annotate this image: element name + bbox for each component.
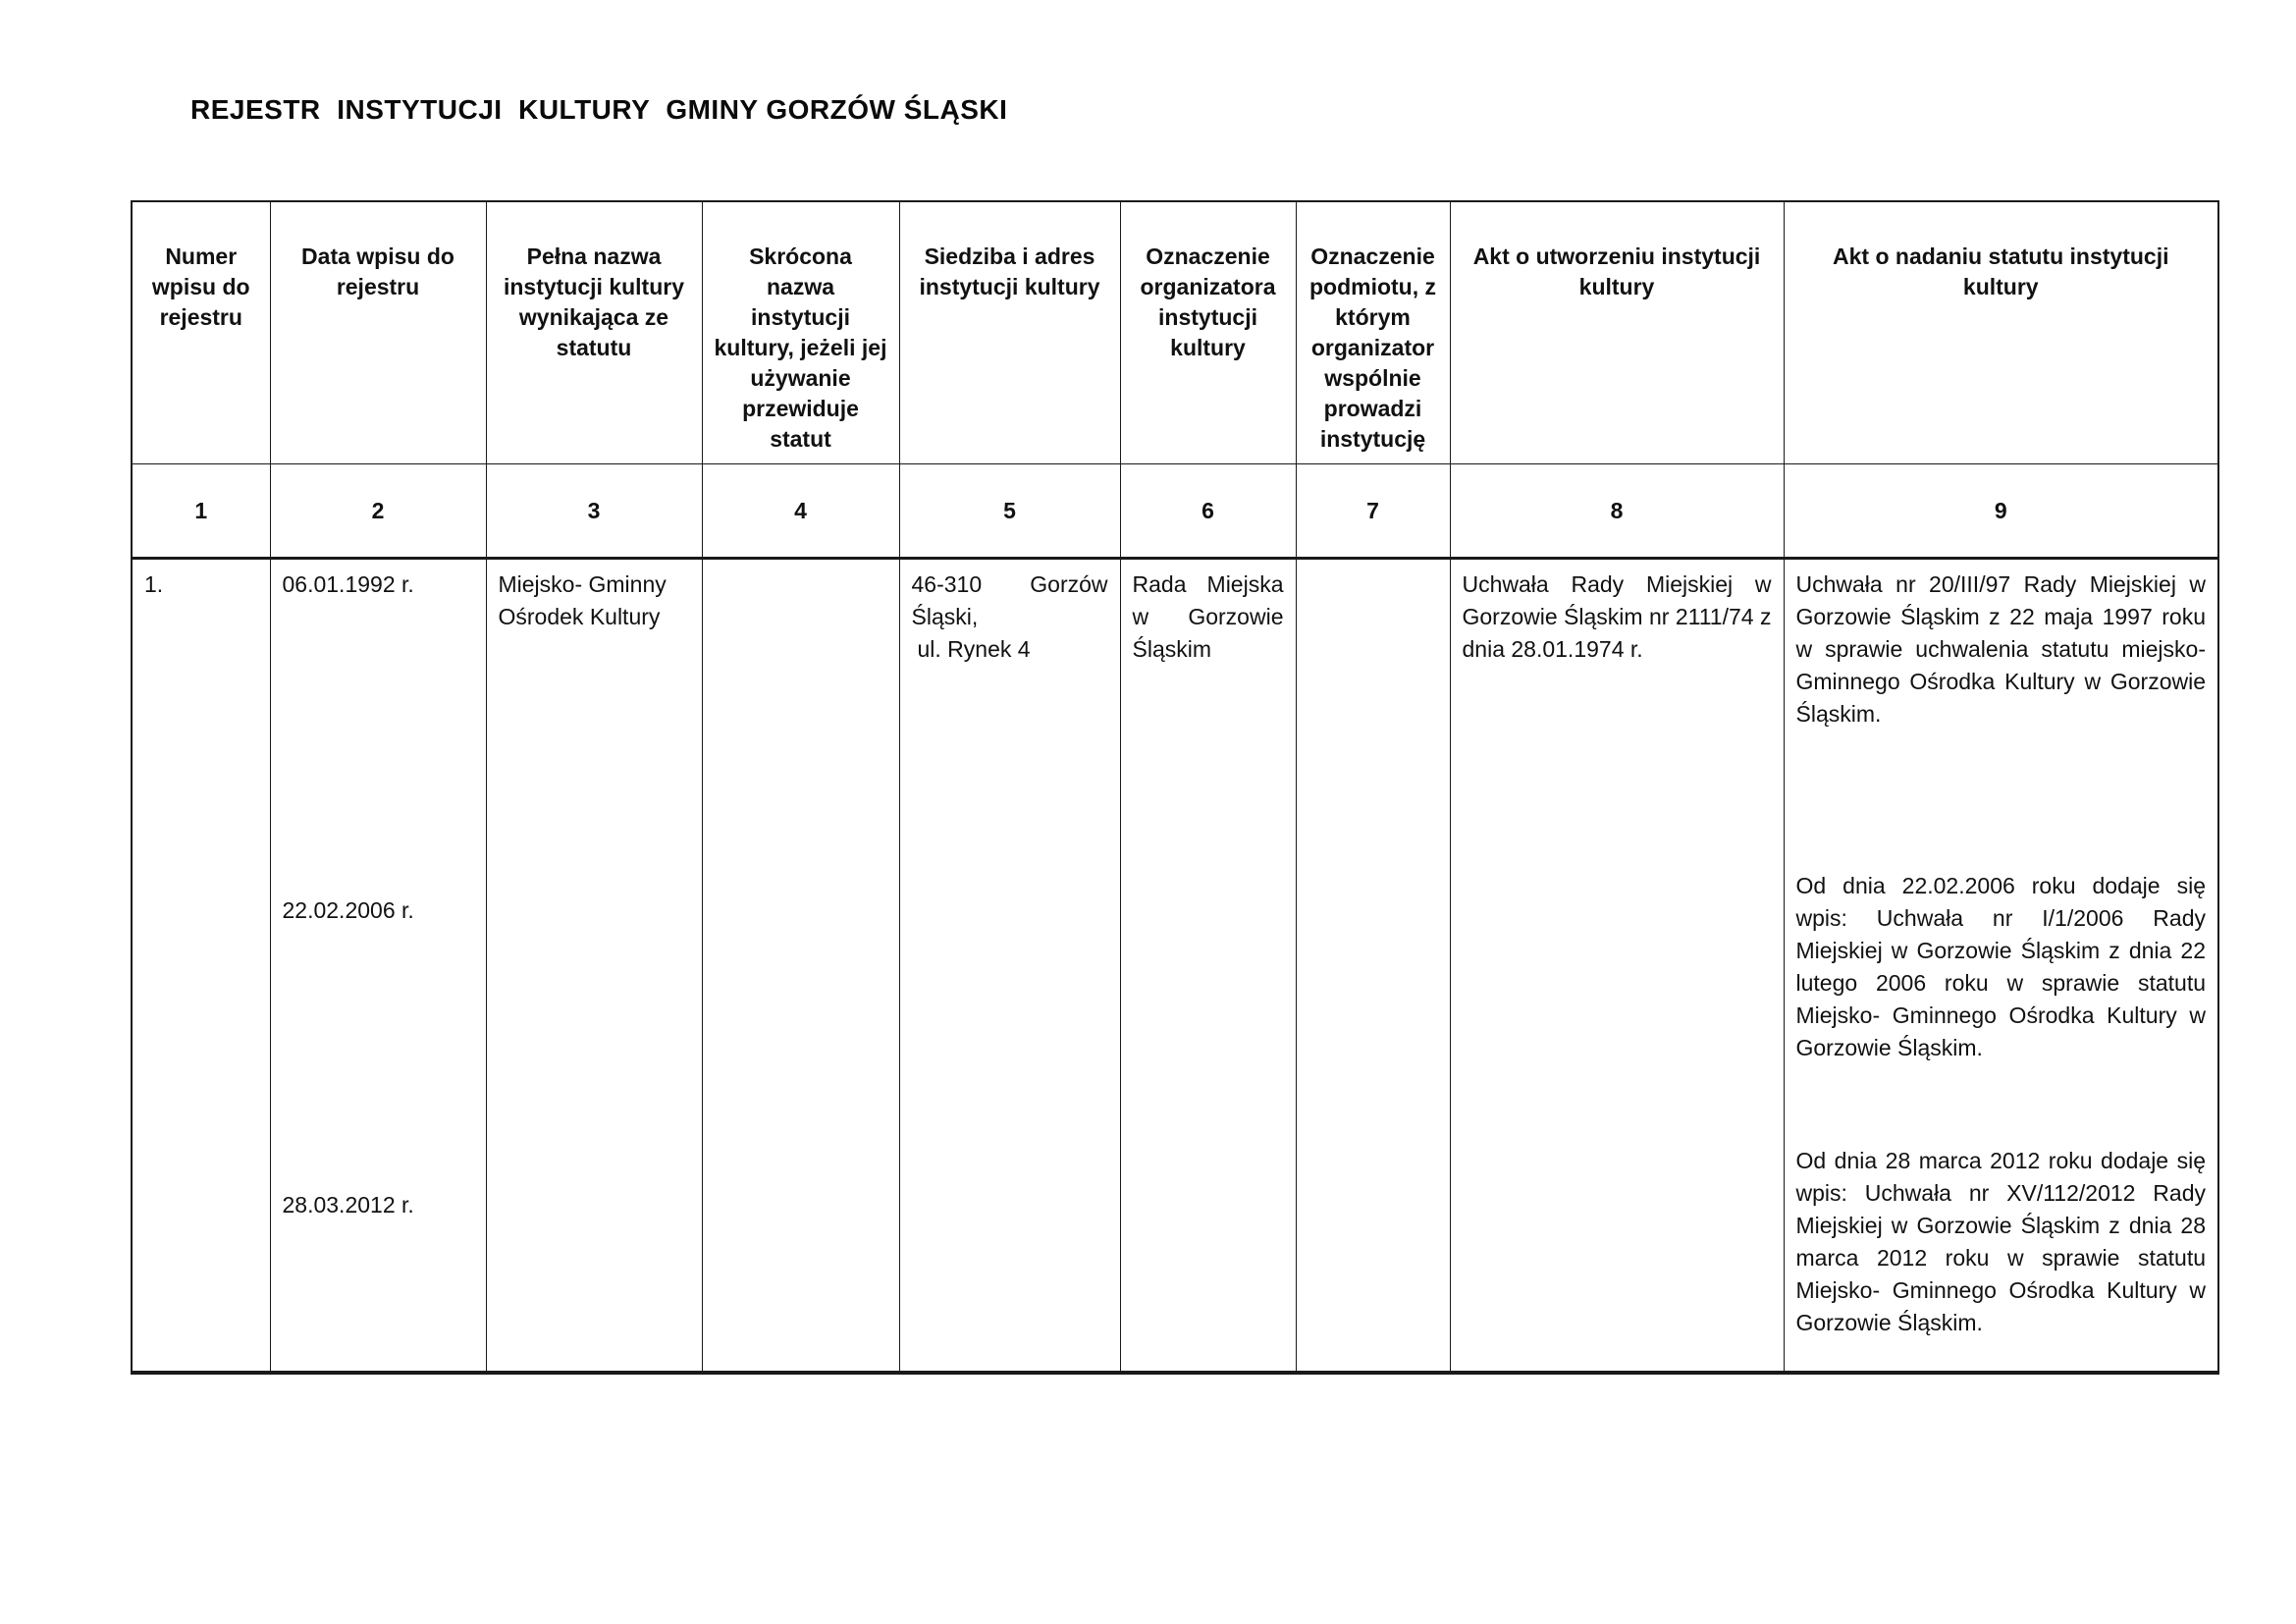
column-number-9: 9 xyxy=(1784,464,2218,559)
column-number-2: 2 xyxy=(270,464,486,559)
entry-joint-entity xyxy=(1296,559,1450,1373)
entry-full-name: Miejsko- Gminny Ośrodek Kultury xyxy=(486,559,702,1373)
header-joint-entity: Oznaczenie podmiotu, z którym organizator wspólnie prowadzi instytucję xyxy=(1296,201,1450,464)
column-number-5: 5 xyxy=(899,464,1120,559)
entry-number: 1. xyxy=(132,559,270,1373)
header-organizer: Oznaczenie organizatora instytucji kultury xyxy=(1120,201,1296,464)
column-number-1: 1 xyxy=(132,464,270,559)
column-number-3: 3 xyxy=(486,464,702,559)
entry-date-3: 28.03.2012 r. xyxy=(282,1192,414,1218)
entry-address xyxy=(899,559,1120,1373)
entry-address-line1: 46-310 Gorzów Śląski, xyxy=(911,571,1108,629)
header-statute-act: Akt o nadaniu statutu instytucji kultury xyxy=(1784,201,2218,464)
register-table xyxy=(131,200,2219,1375)
header-row xyxy=(132,201,2218,464)
column-number-4: 4 xyxy=(702,464,899,559)
page-title: REJESTR INSTYTUCJI KULTURY GMINY GORZÓW ŚLĄSKI xyxy=(190,94,1008,125)
entry-short-name xyxy=(702,559,899,1373)
header-creation-act: Akt o utworzeniu instytucji kultury xyxy=(1450,201,1784,464)
entry-organizer: Rada Miejska w Gorzowie Śląskim xyxy=(1120,559,1296,1373)
statute-act-1997: Uchwała nr 20/III/97 Rady Miejskiej w Gorzowie Śląskim z 22 maja 1997 roku w sprawie uchwalenia statutu miejsko- Gminnego Ośrodka Kultury w Gorzowie Śląskim. xyxy=(1795,571,2206,727)
header-full-name: Pełna nazwa instytucji kultury wynikająca ze statutu xyxy=(486,201,702,464)
statute-act-2012: Od dnia 28 marca 2012 roku dodaje się wpis: Uchwała nr XV/112/2012 Rady Miejskiej w Gorzowie Śląskim z dnia 28 marca 2012 roku w sprawie statutu Miejsko- Gminnego Ośrodka Kultury w Gorzowie Śląskim. xyxy=(1795,1148,2206,1335)
entry-statute-acts xyxy=(1784,559,2218,1373)
header-address: Siedziba i adres instytucji kultury xyxy=(899,201,1120,464)
entry-dates xyxy=(270,559,486,1373)
register-entry-row xyxy=(132,559,2218,1373)
statute-act-2006: Od dnia 22.02.2006 roku dodaje się wpis: Uchwała nr I/1/2006 Rady Miejskiej w Gorzowie Śląskim z dnia 22 lutego 2006 roku w sprawie statutu Miejsko- Gminnego Ośrodka Kultury w Gorzowie Śląskim. xyxy=(1795,873,2206,1060)
header-entry-date: Data wpisu do rejestru xyxy=(270,201,486,464)
header-entry-number: Numer wpisu do rejestru xyxy=(132,201,270,464)
header-short-name: Skrócona nazwa instytucji kultury, jeżeli jej używanie przewiduje statut xyxy=(702,201,899,464)
entry-date-1: 06.01.1992 r. xyxy=(282,571,414,597)
entry-address-line2: ul. Rynek 4 xyxy=(917,636,1031,662)
column-number-7: 7 xyxy=(1296,464,1450,559)
column-number-8: 8 xyxy=(1450,464,1784,559)
entry-creation-act: Uchwała Rady Miejskiej w Gorzowie Śląskim nr 2111/74 z dnia 28.01.1974 r. xyxy=(1450,559,1784,1373)
entry-date-2: 22.02.2006 r. xyxy=(282,897,414,923)
column-number-row xyxy=(132,464,2218,559)
column-number-6: 6 xyxy=(1120,464,1296,559)
